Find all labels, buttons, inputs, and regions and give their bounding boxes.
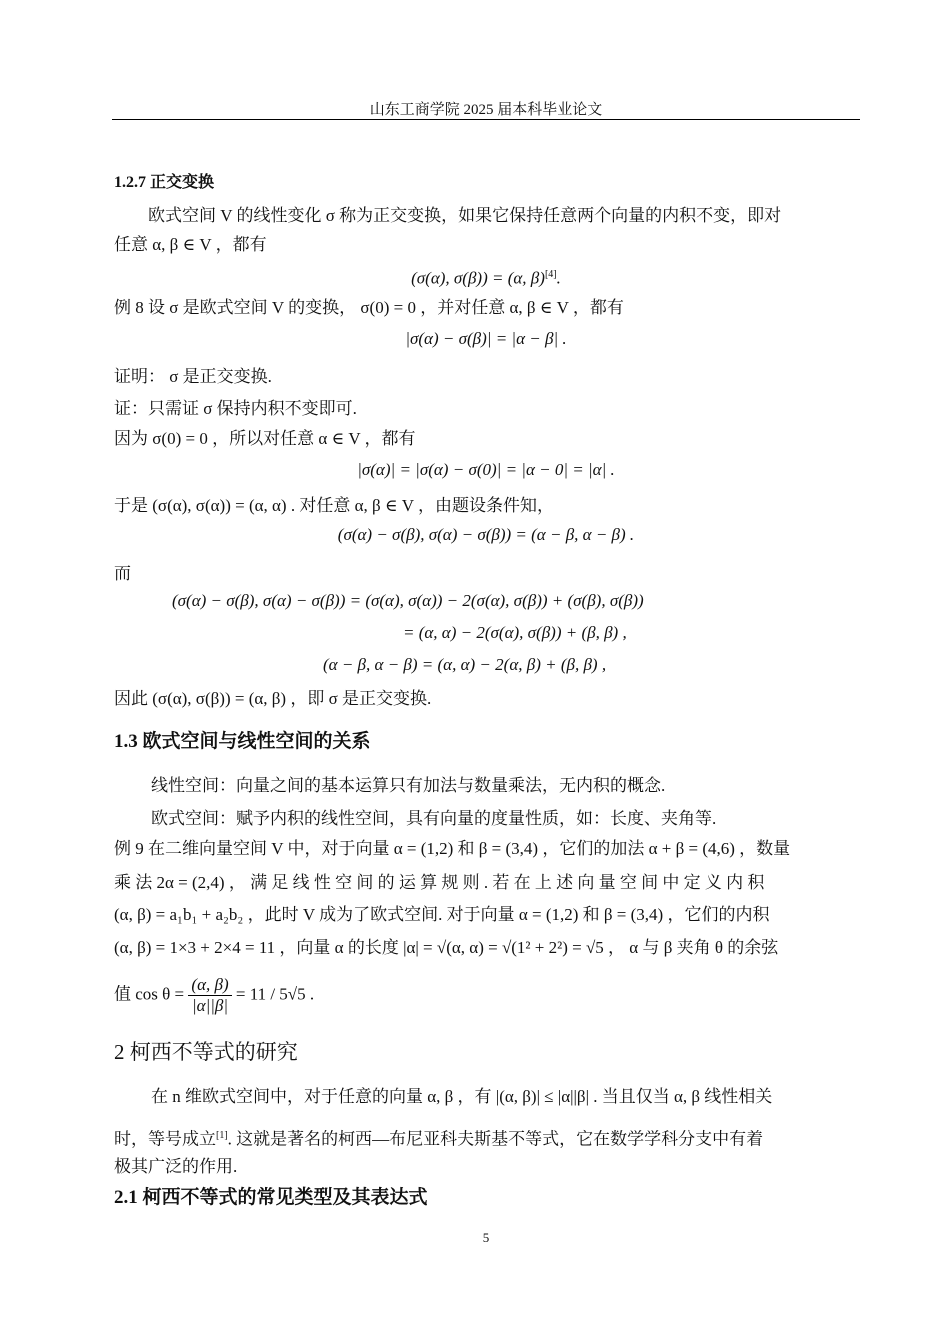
page-number: 5 bbox=[482, 1230, 490, 1245]
running-header: 山东工商学院 2025 届本科毕业论文 bbox=[369, 102, 603, 118]
paragraph-line: 时，等号成立[1]. 这就是著名的柯西—布尼亚科夫斯基不等式，它在数学学科分支中有着 bbox=[114, 1129, 764, 1149]
paragraph-line: 线性空间：向量之间的基本运算只有加法与数量乘法，无内积的概念. bbox=[151, 776, 666, 795]
equation-norm-preserve: |σ(α) − σ(β)| = |α − β| . bbox=[405, 329, 567, 348]
equation-norm: |σ(α)| = |σ(α) − σ(0)| = |α − 0| = |α| . bbox=[357, 460, 615, 479]
equation-expand-1: (σ(α) − σ(β), σ(α) − σ(β)) = (σ(α), σ(α)) − 2(σ(α), σ(β)) + (σ(β), σ(β)) bbox=[172, 591, 644, 610]
equation-expand-3: (α − β, α − β) = (α, α) − 2(α, β) + (β, β) , bbox=[323, 655, 607, 674]
example-9-line: 乘 法 2α = (2,4) ， 满 足 线 性 空 间 的 运 算 规 则 . 若 在 上 述 向 量 空 间 中 定 义 内 积 bbox=[114, 873, 765, 892]
citation-ref: [4] bbox=[544, 269, 557, 280]
example-8-statement: 例 8 设 σ 是欧式空间 V 的变换， σ(0) = 0 ，并对任意 α, β ∈ V ，都有 bbox=[114, 298, 624, 317]
example-9-line: (α, β) = 1×3 + 2×4 = 11 ，向量 α 的长度 |α| = √(α, α) = √(1² + 2²) = √5 ， α 与 β 夹角 θ 的余弦 bbox=[114, 938, 779, 957]
cosine-fraction: $\frac{(\alpha, \beta)}{|\alpha||\beta|}$ bbox=[188, 975, 231, 1016]
paragraph-line: 欧式空间：赋予内积的线性空间，具有向量的度量性质，如：长度、夹角等. bbox=[151, 809, 717, 828]
paragraph-line: 在 n 维欧式空间中，对于任意的向量 α, β ，有 |(α, β)| ≤ |α||β| . 当且仅当 α, β 线性相关 bbox=[151, 1087, 773, 1106]
section-heading-2-1: 2.1 柯西不等式的常见类型及其表达式 bbox=[114, 1187, 428, 1208]
subsection-heading-1-2-7: 1.2.7 正交变换 bbox=[114, 174, 215, 191]
example-9-line: (α, β) = a₁b₁ + a₂b₂ ，此时 V 成为了欧式空间. 对于向量 α = (1,2) 和 β = (3,4) ，它们的内积 bbox=[114, 905, 770, 924]
proof-line: 于是 (σ(α), σ(α)) = (α, α) . 对任意 α, β ∈ V ，由题设条件知， bbox=[114, 496, 554, 515]
proof-line: 因为 σ(0) = 0 ，所以对任意 α ∈ V ，都有 bbox=[114, 429, 416, 448]
example-9-line: 例 9 在二维向量空间 V 中，对于向量 α = (1,2) 和 β = (3,4) ，它们的加法 α + β = (4,6) ，数量 bbox=[114, 839, 791, 858]
header-rule bbox=[112, 119, 860, 120]
equation-expand-2: = (α, α) − 2(σ(α), σ(β)) + (β, β) , bbox=[403, 623, 627, 642]
proof-claim: 证明： σ 是正交变换. bbox=[114, 367, 272, 386]
equation-difference: (σ(α) − σ(β), σ(α) − σ(β)) = (α − β, α − β) . bbox=[337, 525, 635, 544]
citation-ref: [1] bbox=[216, 1130, 228, 1141]
chapter-heading-2: 2 柯西不等式的研究 bbox=[114, 1040, 298, 1064]
paragraph-line: 欧式空间 V 的线性变化 σ 称为正交变换，如果它保持任意两个向量的内积不变，即对 bbox=[148, 206, 782, 225]
paragraph-line: 极其广泛的作用. bbox=[114, 1157, 238, 1176]
proof-line: 证：只需证 σ 保持内积不变即可. bbox=[114, 399, 357, 418]
equation-cosine: 值 cos θ = $\frac{(\alpha, \beta)}{|\alpha||\beta|}$ = 11 / 5√5 . bbox=[114, 975, 315, 1015]
section-heading-1-3: 1.3 欧式空间与线性空间的关系 bbox=[114, 731, 371, 752]
paragraph-line: 任意 α, β ∈ V ，都有 bbox=[114, 235, 267, 254]
proof-word-er: 而 bbox=[114, 564, 131, 583]
equation-inner-product: (σ(α), σ(β)) = (α, β)[4]. bbox=[411, 268, 561, 288]
proof-conclusion: 因此 (σ(α), σ(β)) = (α, β) ，即 σ 是正交变换. bbox=[114, 689, 432, 708]
